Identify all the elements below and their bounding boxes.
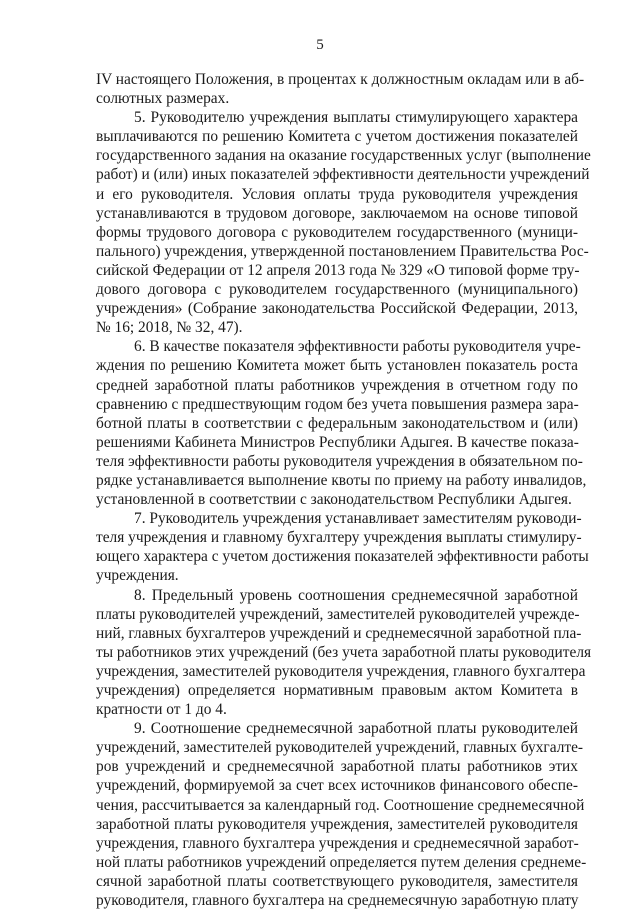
- text-line: рядке устанавливается выполнение квоты по приему на работу инвалидов,: [96, 471, 587, 489]
- text-line: 8. Предельный уровень соотношения среднемесячной заработной: [134, 586, 578, 604]
- text-line: кратности от 1 до 4.: [96, 701, 227, 719]
- text-line: ющего характера с учетом достижения показателей эффективности работы: [96, 548, 589, 566]
- paragraph-p6: [96, 337, 587, 509]
- text-line: 9. Соотношение среднемесячной заработной платы руководителей: [134, 720, 578, 738]
- text-line: 7. Руководитель учреждения устанавливает заместителям руководи-: [134, 510, 582, 528]
- text-line: учреждения» (Собрание законодательства Российской Федерации, 2013,: [96, 300, 578, 318]
- text-line: работ) и (или) иных показателей эффективности деятельности учреждений: [96, 166, 590, 184]
- text-line: учреждения.: [96, 567, 179, 585]
- text-line: пального) учреждения, утвержденной постановлением Правительства Рос-: [96, 242, 589, 260]
- text-line: 5. Руководителю учреждения выплаты стимулирующего характера: [134, 109, 578, 127]
- text-line: ров учреждений и среднемесячной заработной платы работников этих: [96, 758, 578, 776]
- text-line: заработной платы руководителя учреждения, заместителей руководителя: [96, 815, 578, 833]
- text-line: учреждений, формируемой за счет всех источников финансового обеспе-: [96, 777, 578, 795]
- text-line: IV настоящего Положения, в процентах к должностным окладам или в аб-: [96, 71, 585, 88]
- text-line: сячной заработной платы соответствующего руководителя, заместителя: [96, 872, 578, 890]
- text-line: платы руководителей учреждений, заместителей руководителей учрежде-: [96, 605, 580, 623]
- text-line: теля учреждения и главному бухгалтеру учреждения выплаты стимулиру-: [96, 529, 582, 547]
- text-line: теля эффективности работы руководителя учреждения в обязательном по-: [96, 452, 583, 470]
- text-line: дового договора с руководителем государственного (муниципального): [96, 281, 578, 299]
- text-line: и его руководителя. Условия оплаты труда руководителя учреждения: [96, 185, 578, 203]
- text-line: решениями Кабинета Министров Республики Адыгея. В качестве показа-: [96, 433, 579, 451]
- text-line: чения, рассчитывается за календарный год. Соотношение среднемесячной: [96, 796, 585, 814]
- text-line: государственного задания на оказание государственных услуг (выполнение: [96, 147, 591, 165]
- text-line: ждения по решению Комитета может быть установлен показатель роста: [96, 357, 578, 375]
- document-body: [96, 70, 592, 910]
- paragraph-p8: [96, 586, 592, 720]
- text-line: учреждения) определяется нормативным правовым актом Комитета в: [96, 682, 578, 699]
- text-line: ной платы работников учреждений определяется путем деления среднеме-: [96, 853, 587, 871]
- page-number: 5: [316, 37, 324, 53]
- text-line: устанавливаются в трудовом договоре, заключаемом на основе типовой: [96, 204, 578, 222]
- text-line: учреждений, заместителей руководителей учреждений, главных бухгалте-: [96, 739, 584, 757]
- text-line: ний, главных бухгалтеров учреждений и среднемесячной заработной пла-: [96, 624, 582, 642]
- text-line: учреждения, заместителей руководителя учреждения, главного бухгалтера: [96, 662, 586, 680]
- text-line: сийской Федерации от 12 апреля 2013 года № 329 «О типовой форме тру-: [96, 261, 580, 279]
- text-line: 6. В качестве показателя эффективности работы руководителя учре-: [134, 338, 581, 356]
- text-line: установленной в соответствии с законодательством Республики Адыгея.: [96, 491, 572, 509]
- paragraph-p-continuation: [96, 70, 585, 108]
- text-line: средней заработной платы работников учреждения в отчетном году по: [96, 376, 578, 394]
- paragraph-p9: [96, 719, 587, 910]
- text-line: руководителя, главного бухгалтера на среднемесячную заработную плату: [96, 892, 579, 910]
- text-line: солютных размерах.: [96, 90, 230, 108]
- text-line: № 16; 2018, № 32, 47).: [96, 319, 243, 337]
- text-line: формы трудового договора с руководителем государственного (муници-: [96, 223, 578, 241]
- text-line: выплачиваются по решению Комитета с учетом достижения показателей: [96, 128, 578, 146]
- paragraph-p5: [96, 108, 591, 337]
- paragraph-p7: [96, 509, 589, 585]
- text-line: сравнению с предшествующим годом без учета повышения размера зара-: [96, 395, 579, 413]
- text-line: учреждения, главного бухгалтера учреждения и среднемесячной заработ-: [96, 834, 579, 852]
- text-line: ботной платы в соответствии с федеральным законодательством и (или): [96, 414, 578, 432]
- text-line: ты работников этих учреждений (без учета заработной платы руководителя: [96, 643, 592, 661]
